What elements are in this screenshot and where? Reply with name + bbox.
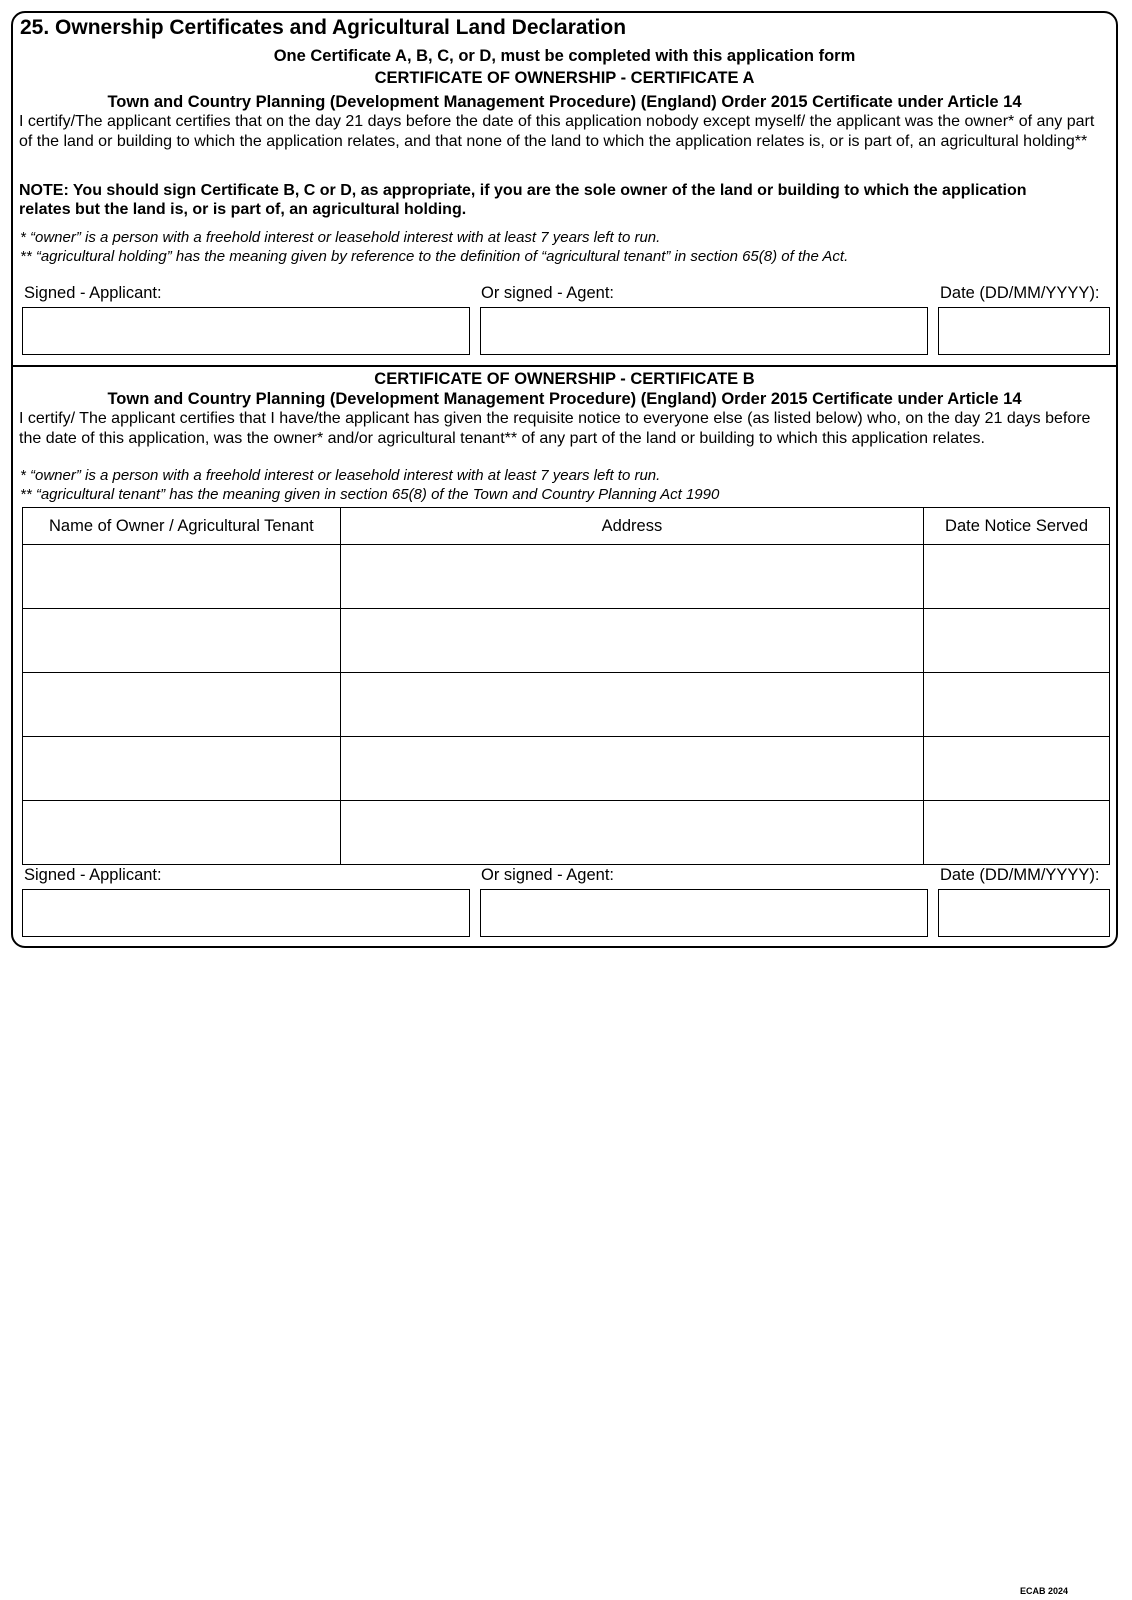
- section-divider: [11, 365, 1118, 367]
- certificate-b-date-label: Date (DD/MM/YYYY):: [940, 866, 1100, 884]
- certificate-a-signed-applicant-label: Signed - Applicant:: [24, 284, 162, 302]
- notice-date-cell[interactable]: [924, 545, 1110, 609]
- owner-address-cell[interactable]: [340, 673, 923, 737]
- table-row: [23, 737, 1110, 801]
- notice-date-cell[interactable]: [924, 737, 1110, 801]
- table-row: [23, 801, 1110, 865]
- certificate-a-signed-agent-label: Or signed - Agent:: [481, 284, 614, 302]
- column-header-date-notice-served: Date Notice Served: [924, 508, 1110, 545]
- owner-address-cell[interactable]: [340, 801, 923, 865]
- certificate-b-body: I certify/ The applicant certifies that I have/the applicant has given the requisite notice to everyone else (as listed below) who, on the day 21 days before the date of this application, was the owner* and/or agricultural tenant** of any part of the land or building to which this application relates.: [19, 410, 1091, 447]
- certificate-a-date-field[interactable]: [938, 307, 1110, 355]
- owners-table: [22, 507, 1110, 865]
- section-title: 25. Ownership Certificates and Agricultural Land Declaration: [20, 16, 627, 39]
- column-header-address: Address: [340, 508, 923, 545]
- table-row: [23, 545, 1110, 609]
- table-row: [23, 673, 1110, 737]
- certificate-b-signed-agent-label: Or signed - Agent:: [481, 866, 614, 884]
- owner-address-cell[interactable]: [340, 545, 923, 609]
- certificate-b-heading: CERTIFICATE OF OWNERSHIP - CERTIFICATE B: [374, 370, 755, 388]
- certificate-b-footnote-tenant: ** “agricultural tenant” has the meaning given in section 65(8) of the Town and Country Planning Act 1990: [20, 486, 720, 503]
- certificate-b-footnote-owner: * “owner” is a person with a freehold interest or leasehold interest with at least 7 years left to run.: [20, 467, 661, 484]
- certificate-b-applicant-signature-field[interactable]: [22, 889, 470, 937]
- owner-address-cell[interactable]: [340, 609, 923, 673]
- owner-name-cell[interactable]: [23, 609, 341, 673]
- table-row: [23, 609, 1110, 673]
- notice-date-cell[interactable]: [924, 801, 1110, 865]
- certificate-b-date-field[interactable]: [938, 889, 1110, 937]
- footer-code: ECAB 2024: [1019, 1586, 1068, 1596]
- owner-name-cell[interactable]: [23, 801, 341, 865]
- certificate-a-heading: CERTIFICATE OF OWNERSHIP - CERTIFICATE A: [374, 69, 755, 87]
- certificate-a-footnote-holding: ** “agricultural holding” has the meaning given by reference to the definition of “agricultural tenant” in section 65(8) of the Act.: [20, 248, 849, 265]
- certificate-a-agent-signature-field[interactable]: [480, 307, 928, 355]
- owner-name-cell[interactable]: [23, 737, 341, 801]
- certificate-a-footnote-owner: * “owner” is a person with a freehold interest or leasehold interest with at least 7 years left to run.: [20, 229, 661, 246]
- section-subtitle: One Certificate A, B, C, or D, must be completed with this application form: [273, 47, 856, 65]
- table-header-row: [23, 508, 1110, 545]
- certificate-b-agent-signature-field[interactable]: [480, 889, 928, 937]
- owner-name-cell[interactable]: [23, 673, 341, 737]
- certificate-a-date-label: Date (DD/MM/YYYY):: [940, 284, 1100, 302]
- owner-name-cell[interactable]: [23, 545, 341, 609]
- certificate-a-body: I certify/The applicant certifies that on the day 21 days before the date of this application nobody except myself/ the applicant was the owner* of any part of the land or building to which the application relates, and that none of the land to which the application relates is, or is part of, an agricultural holding**: [19, 113, 1095, 150]
- certificate-a-applicant-signature-field[interactable]: [22, 307, 470, 355]
- owner-address-cell[interactable]: [340, 737, 923, 801]
- certificate-a-order: Town and Country Planning (Development Management Procedure) (England) Order 2015 Certificate under Article 14: [107, 93, 1022, 111]
- column-header-name: Name of Owner / Agricultural Tenant: [23, 508, 341, 545]
- certificate-b-order: Town and Country Planning (Development Management Procedure) (England) Order 2015 Certificate under Article 14: [107, 390, 1022, 408]
- notice-date-cell[interactable]: [924, 609, 1110, 673]
- notice-date-cell[interactable]: [924, 673, 1110, 737]
- certificate-a-note: NOTE: You should sign Certificate B, C or D, as appropriate, if you are the sole owner of the land or building to which the application relates but the land is, or is part of, an agricultural holding.: [19, 182, 1027, 218]
- certificate-b-signed-applicant-label: Signed - Applicant:: [24, 866, 162, 884]
